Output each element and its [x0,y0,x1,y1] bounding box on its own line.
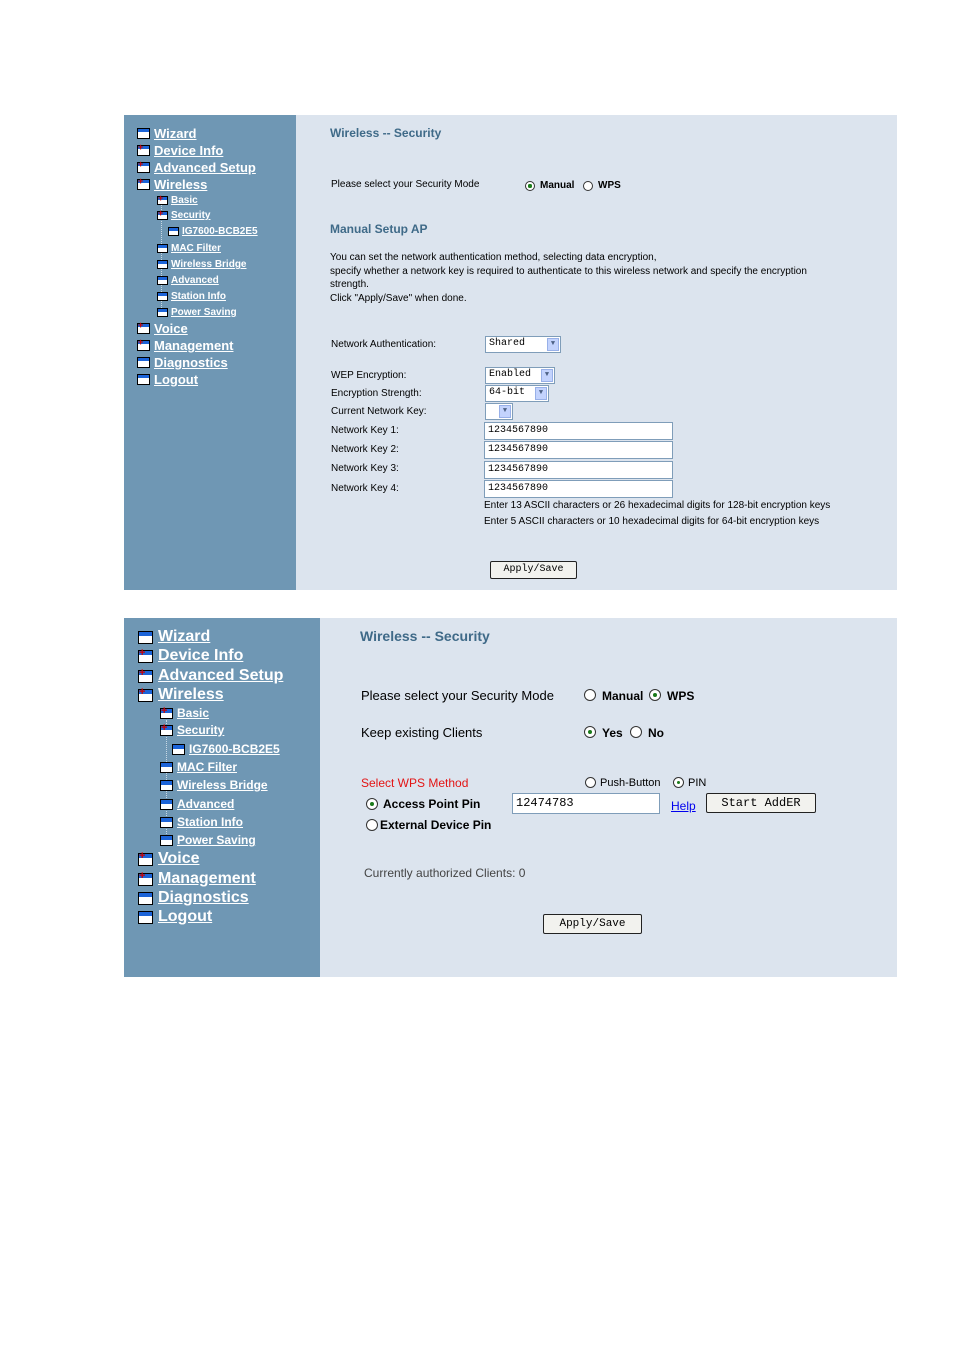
folder-icon [160,817,173,828]
folder-icon [160,835,173,846]
folder-plus-icon [137,340,150,351]
sidebar-item-logout[interactable]: Logout [137,372,198,387]
sidebar-item-power-saving[interactable]: Power Saving [160,833,256,847]
folder-icon [157,260,168,269]
sidebar-item-management[interactable]: + Management [137,338,233,353]
mode-wps-radio[interactable] [649,689,661,701]
mode-wps-radio[interactable] [583,181,593,191]
folder-icon [157,308,168,317]
sidebar-item-diagnostics[interactable]: Diagnostics [138,889,249,907]
chevron-down-icon: ▼ [499,405,511,418]
description-line: strength. [330,279,369,290]
access-point-pin-label: Access Point Pin [383,797,481,811]
mode-manual-radio[interactable] [525,181,535,191]
sidebar-item-advanced-setup[interactable]: + Advanced Setup [138,667,283,685]
sidebar-item-station-info[interactable]: Station Info [160,815,243,829]
folder-plus-icon [157,196,168,205]
security-mode-label: Please select your Security Mode [331,179,480,190]
external-device-pin-radio[interactable] [366,819,378,831]
sidebar-item-basic[interactable]: + Basic [160,706,209,720]
folder-icon [160,780,173,791]
sidebar-item-security[interactable]: + Security [160,723,224,737]
folder-icon [157,292,168,301]
sidebar-item-diagnostics[interactable]: Diagnostics [137,355,228,370]
current-key-select[interactable] [485,403,513,420]
sidebar-item-power-saving[interactable]: Power Saving [157,307,237,318]
chevron-down-icon: ▼ [535,387,547,400]
auth-select[interactable] [485,336,561,353]
folder-plus-icon [138,689,153,702]
sidebar-item-advanced[interactable]: Advanced [160,797,234,811]
keep-clients-label: Keep existing Clients [361,725,483,740]
sidebar-item-station-info[interactable]: Station Info [157,291,226,302]
mode-manual-label: Manual [602,689,644,703]
sidebar-item-mac-filter[interactable]: MAC Filter [160,760,237,774]
sidebar-nav [124,618,320,977]
method-pin-radio[interactable] [673,777,684,788]
sidebar-item-ig7600[interactable]: IG7600-BCB2E5 [168,226,258,237]
folder-icon [138,892,153,905]
sidebar-item-voice[interactable]: + Voice [138,850,200,868]
sidebar-item-advanced[interactable]: Advanced [157,275,219,286]
key3-label: Network Key 3: [331,463,399,474]
folder-icon [137,128,150,139]
apply-save-button[interactable]: Apply/Save [490,561,577,579]
key1-label: Network Key 1: [331,425,399,436]
manual-security-screen [124,115,897,590]
folder-plus-icon [138,670,153,683]
sidebar-item-device-info[interactable]: + Device Info [138,647,243,665]
key3-input[interactable]: 1234567890 [484,461,673,479]
mode-manual-radio[interactable] [584,689,596,701]
access-point-pin-radio[interactable] [366,798,378,810]
sidebar-nav [124,115,296,590]
wps-method-label: Select WPS Method [361,776,469,790]
method-push-radio[interactable] [585,777,596,788]
wps-security-screen [124,618,897,977]
folder-plus-icon [160,708,173,719]
sidebar-item-wireless-bridge[interactable]: Wireless Bridge [157,259,247,270]
apply-save-button[interactable]: Apply/Save [543,914,642,934]
key2-label: Network Key 2: [331,444,399,455]
folder-icon [160,762,173,773]
wep-label: WEP Encryption: [331,370,407,381]
keep-no-label: No [648,726,664,740]
key-hint-64: Enter 5 ASCII characters or 10 hexadecimal digits for 64-bit encryption keys [484,516,820,527]
current-key-label: Current Network Key: [331,406,427,417]
description-line: Click "Apply/Save" when done. [330,293,467,304]
keep-yes-label: Yes [602,726,623,740]
sidebar-item-logout[interactable]: Logout [138,908,212,926]
wep-select[interactable] [485,367,555,384]
strength-value: 64-bit [489,387,526,398]
folder-plus-icon [157,211,168,220]
folder-plus-icon [137,179,150,190]
sidebar-item-wireless[interactable]: + Wireless [137,177,207,192]
folder-plus-icon [160,725,173,736]
key-hint-128: Enter 13 ASCII characters or 26 hexadecimal digits for 128-bit encryption keys [484,500,831,511]
sidebar-item-device-info[interactable]: + Device Info [137,143,223,158]
page-title: Wireless -- Security [330,126,442,140]
chevron-down-icon: ▼ [541,369,553,382]
strength-select[interactable] [485,385,549,402]
section-title: Manual Setup AP [330,222,428,236]
method-push-label: Push-Button [600,777,661,789]
start-adder-button[interactable]: Start AddER [706,793,816,813]
keep-no-radio[interactable] [630,726,642,738]
auth-value: Shared [489,338,526,349]
help-link[interactable]: Help [671,799,696,813]
folder-icon [137,357,150,368]
sidebar-item-wizard[interactable]: Wizard [138,628,210,646]
sidebar-item-security[interactable]: + Security [157,210,210,221]
key4-label: Network Key 4: [331,483,399,494]
authorized-clients-text: Currently authorized Clients: 0 [364,866,526,880]
folder-icon [138,911,153,924]
strength-label: Encryption Strength: [331,388,422,399]
folder-icon [138,631,153,644]
sidebar-item-basic[interactable]: + Basic [157,195,198,206]
description-line: specify whether a network key is required to authenticate to this wireless network and specify the encryption [330,266,807,277]
folder-icon [157,244,168,253]
folder-icon [168,227,179,236]
security-mode-label: Please select your Security Mode [361,688,554,703]
key2-input[interactable]: 1234567890 [484,441,673,459]
folder-plus-icon [138,873,153,886]
folder-icon [157,276,168,285]
sidebar-item-wireless-bridge[interactable]: Wireless Bridge [160,778,268,792]
mode-wps-label: WPS [667,689,695,703]
key1-input[interactable]: 1234567890 [484,422,673,440]
page-title: Wireless -- Security [360,628,490,644]
mode-manual-label: Manual [540,180,575,191]
keep-yes-radio[interactable] [584,726,596,738]
folder-plus-icon [137,162,150,173]
sidebar-item-management[interactable]: + Management [138,870,256,888]
folder-icon [172,744,185,755]
folder-icon [137,374,150,385]
sidebar-item-advanced-setup[interactable]: + Advanced Setup [137,160,256,175]
chevron-down-icon: ▼ [547,338,559,351]
wep-value: Enabled [489,369,532,380]
sidebar-item-voice[interactable]: + Voice [137,321,188,336]
sidebar-item-mac-filter[interactable]: MAC Filter [157,243,221,254]
mode-wps-label: WPS [598,180,621,191]
description-line: You can set the network authentication method, selecting data encryption, [330,252,657,263]
auth-label: Network Authentication: [331,339,437,350]
folder-plus-icon [137,145,150,156]
method-pin-label: PIN [688,777,707,789]
sidebar-item-wizard[interactable]: Wizard [137,126,197,141]
external-device-pin-label: External Device Pin [380,818,492,832]
access-point-pin-input[interactable]: 12474783 [512,793,660,814]
folder-icon [160,799,173,810]
key4-input[interactable]: 1234567890 [484,480,673,498]
sidebar-item-wireless[interactable]: + Wireless [138,686,224,704]
folder-plus-icon [137,323,150,334]
sidebar-item-ig7600[interactable]: IG7600-BCB2E5 [172,742,280,756]
folder-plus-icon [138,853,153,866]
folder-plus-icon [138,650,153,663]
